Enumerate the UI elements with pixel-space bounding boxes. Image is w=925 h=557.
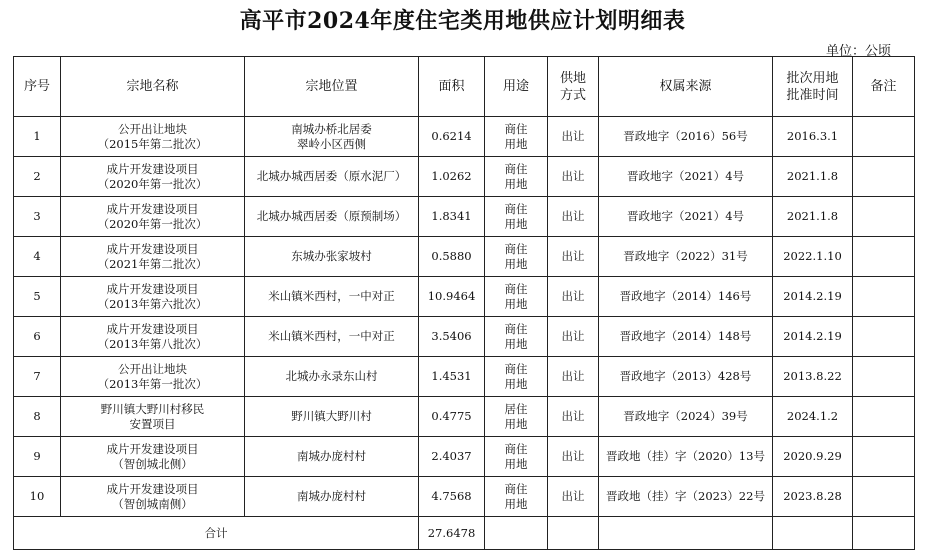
cell-use <box>485 157 548 197</box>
use-line2: 用地 <box>504 256 528 271</box>
cell-remark <box>853 477 915 517</box>
cell-supply: 出让 <box>548 397 599 437</box>
land-supply-table <box>13 56 915 550</box>
header-approval-line1: 批次用地 <box>786 70 839 86</box>
cell-area: 0.6214 <box>419 117 485 157</box>
cell-location <box>245 437 419 477</box>
cell-name <box>61 197 245 237</box>
header-remark: 备注 <box>853 57 915 117</box>
table-row <box>14 237 915 277</box>
total-empty-cell <box>548 517 599 550</box>
total-area: 27.6478 <box>419 517 485 550</box>
cell-supply: 出让 <box>548 237 599 277</box>
cell-supply: 出让 <box>548 157 599 197</box>
location-line1: 北城办城西居委（原水泥厂） <box>256 169 407 183</box>
header-approval <box>773 57 853 117</box>
location-line1: 南城办庞村村 <box>297 489 366 503</box>
total-row <box>14 517 915 550</box>
cell-ownership: 晋政地字（2022）31号 <box>599 237 773 277</box>
name-line1: 成片开发建设项目 <box>106 281 199 296</box>
cell-supply: 出让 <box>548 437 599 477</box>
table-row <box>14 357 915 397</box>
name-line2: （智创城南侧） <box>112 496 193 511</box>
location-line1: 北城办城西居委（原预制场） <box>256 209 407 223</box>
cell-name <box>61 437 245 477</box>
total-empty-cell <box>773 517 853 550</box>
table-body <box>14 117 915 517</box>
cell-seq: 1 <box>14 117 61 157</box>
cell-remark <box>853 437 915 477</box>
cell-area: 1.8341 <box>419 197 485 237</box>
header-approval-line2: 批准时间 <box>786 87 839 103</box>
use-line1: 商住 <box>504 121 528 136</box>
cell-remark <box>853 237 915 277</box>
cell-seq: 3 <box>14 197 61 237</box>
use-line1: 商住 <box>504 241 528 256</box>
location-line2: 翠岭小区西侧 <box>297 136 366 151</box>
unit-label: 单位：公顷 <box>825 44 891 59</box>
cell-area: 0.4775 <box>419 397 485 437</box>
cell-location <box>245 397 419 437</box>
cell-supply: 出让 <box>548 317 599 357</box>
use-line2: 用地 <box>504 176 528 191</box>
cell-supply: 出让 <box>548 277 599 317</box>
cell-approval: 2022.1.10 <box>773 237 853 277</box>
location-line1: 米山镇米西村，一中对正 <box>268 289 395 303</box>
use-line1: 商住 <box>504 481 528 496</box>
use-line2: 用地 <box>504 376 528 391</box>
cell-approval: 2021.1.8 <box>773 157 853 197</box>
cell-approval: 2014.2.19 <box>773 277 853 317</box>
name-line2: （2015年第二批次） <box>97 136 208 151</box>
cell-seq: 2 <box>14 157 61 197</box>
cell-ownership: 晋政地字（2021）4号 <box>599 157 773 197</box>
cell-name <box>61 157 245 197</box>
cell-approval: 2016.3.1 <box>773 117 853 157</box>
cell-location <box>245 197 419 237</box>
cell-use <box>485 437 548 477</box>
cell-remark <box>853 317 915 357</box>
header-ownership: 权属来源 <box>599 57 773 117</box>
table-row <box>14 437 915 477</box>
cell-use <box>485 317 548 357</box>
location-line1: 北城办永录东山村 <box>285 369 378 383</box>
cell-supply: 出让 <box>548 197 599 237</box>
cell-name <box>61 117 245 157</box>
use-line2: 用地 <box>504 456 528 471</box>
name-line2: （智创城北侧） <box>112 456 193 471</box>
table-row <box>14 117 915 157</box>
cell-use <box>485 357 548 397</box>
name-line1: 公开出让地块 <box>118 361 187 376</box>
use-line1: 商住 <box>504 321 528 336</box>
table-header-row <box>14 57 915 117</box>
name-line1: 成片开发建设项目 <box>106 201 199 216</box>
cell-supply: 出让 <box>548 117 599 157</box>
cell-approval: 2014.2.19 <box>773 317 853 357</box>
cell-name <box>61 357 245 397</box>
cell-remark <box>853 357 915 397</box>
cell-ownership: 晋政地（挂）字（2020）13号 <box>599 437 773 477</box>
cell-supply: 出让 <box>548 477 599 517</box>
location-line1: 米山镇米西村，一中对正 <box>268 329 395 343</box>
table-row <box>14 197 915 237</box>
cell-location <box>245 357 419 397</box>
cell-location <box>245 277 419 317</box>
use-line1: 居住 <box>504 401 528 416</box>
total-empty-cell <box>485 517 548 550</box>
table-row <box>14 397 915 437</box>
location-line1: 东城办张家坡村 <box>291 249 372 263</box>
cell-area: 10.9464 <box>419 277 485 317</box>
use-line1: 商住 <box>504 361 528 376</box>
cell-ownership: 晋政地字（2016）56号 <box>599 117 773 157</box>
cell-area: 3.5406 <box>419 317 485 357</box>
use-line2: 用地 <box>504 296 528 311</box>
cell-ownership: 晋政地字（2024）39号 <box>599 397 773 437</box>
cell-ownership: 晋政地字（2014）148号 <box>599 317 773 357</box>
table-row <box>14 157 915 197</box>
cell-name <box>61 317 245 357</box>
cell-seq: 7 <box>14 357 61 397</box>
total-label: 合计 <box>14 517 419 550</box>
header-supply-line2: 方式 <box>559 87 586 103</box>
use-line1: 商住 <box>504 441 528 456</box>
name-line2: （2013年第一批次） <box>97 376 208 391</box>
cell-approval: 2013.8.22 <box>773 357 853 397</box>
cell-seq: 9 <box>14 437 61 477</box>
cell-remark <box>853 397 915 437</box>
cell-name <box>61 477 245 517</box>
cell-seq: 8 <box>14 397 61 437</box>
cell-location <box>245 317 419 357</box>
cell-ownership: 晋政地字（2013）428号 <box>599 357 773 397</box>
header-use: 用途 <box>485 57 548 117</box>
cell-approval: 2024.1.2 <box>773 397 853 437</box>
table-row <box>14 317 915 357</box>
cell-ownership: 晋政地字（2021）4号 <box>599 197 773 237</box>
cell-approval: 2020.9.29 <box>773 437 853 477</box>
cell-location <box>245 477 419 517</box>
use-line2: 用地 <box>504 496 528 511</box>
location-line1: 南城办桥北居委 <box>291 121 372 136</box>
header-supply <box>548 57 599 117</box>
cell-area: 2.4037 <box>419 437 485 477</box>
cell-supply: 出让 <box>548 357 599 397</box>
header-location: 宗地位置 <box>245 57 419 117</box>
header-area: 面积 <box>419 57 485 117</box>
use-line1: 商住 <box>504 201 528 216</box>
cell-approval: 2021.1.8 <box>773 197 853 237</box>
cell-location <box>245 237 419 277</box>
header-name: 宗地名称 <box>61 57 245 117</box>
location-line1: 南城办庞村村 <box>297 449 366 463</box>
cell-area: 1.0262 <box>419 157 485 197</box>
cell-use <box>485 477 548 517</box>
name-line1: 成片开发建设项目 <box>106 241 199 256</box>
name-line2: （2020年第一批次） <box>97 216 208 231</box>
total-empty-cell <box>599 517 773 550</box>
use-line2: 用地 <box>504 336 528 351</box>
cell-area: 4.7568 <box>419 477 485 517</box>
total-empty-cell <box>853 517 915 550</box>
cell-use <box>485 117 548 157</box>
location-line1: 野川镇大野川村 <box>291 409 372 423</box>
use-line1: 商住 <box>504 161 528 176</box>
cell-seq: 5 <box>14 277 61 317</box>
cell-area: 0.5880 <box>419 237 485 277</box>
cell-name <box>61 397 245 437</box>
cell-use <box>485 197 548 237</box>
header-seq: 序号 <box>14 57 61 117</box>
name-line2: 安置项目 <box>129 416 176 431</box>
cell-remark <box>853 157 915 197</box>
use-line2: 用地 <box>504 136 528 151</box>
cell-location <box>245 117 419 157</box>
header-supply-line1: 供地 <box>559 70 586 86</box>
cell-name <box>61 237 245 277</box>
name-line2: （2013年第八批次） <box>97 336 208 351</box>
cell-use <box>485 237 548 277</box>
cell-ownership: 晋政地字（2014）146号 <box>599 277 773 317</box>
document-title: 高平市2024年度住宅类用地供应计划明细表 <box>239 8 686 34</box>
table-row <box>14 477 915 517</box>
name-line1: 成片开发建设项目 <box>106 441 199 456</box>
cell-remark <box>853 277 915 317</box>
cell-area: 1.4531 <box>419 357 485 397</box>
cell-remark <box>853 117 915 157</box>
cell-seq: 10 <box>14 477 61 517</box>
cell-approval: 2023.8.28 <box>773 477 853 517</box>
use-line1: 商住 <box>504 281 528 296</box>
cell-use <box>485 277 548 317</box>
name-line1: 野川镇大野川村移民 <box>100 401 205 416</box>
name-line1: 成片开发建设项目 <box>106 321 199 336</box>
cell-use <box>485 397 548 437</box>
name-line1: 公开出让地块 <box>118 121 187 136</box>
name-line2: （2020年第一批次） <box>97 176 208 191</box>
cell-remark <box>853 197 915 237</box>
table-row <box>14 277 915 317</box>
cell-location <box>245 157 419 197</box>
use-line2: 用地 <box>504 416 528 431</box>
cell-ownership: 晋政地（挂）字（2023）22号 <box>599 477 773 517</box>
use-line2: 用地 <box>504 216 528 231</box>
cell-name <box>61 277 245 317</box>
cell-seq: 4 <box>14 237 61 277</box>
cell-seq: 6 <box>14 317 61 357</box>
name-line1: 成片开发建设项目 <box>106 161 199 176</box>
name-line1: 成片开发建设项目 <box>106 481 199 496</box>
name-line2: （2021年第二批次） <box>97 256 208 271</box>
name-line2: （2013年第六批次） <box>97 296 208 311</box>
